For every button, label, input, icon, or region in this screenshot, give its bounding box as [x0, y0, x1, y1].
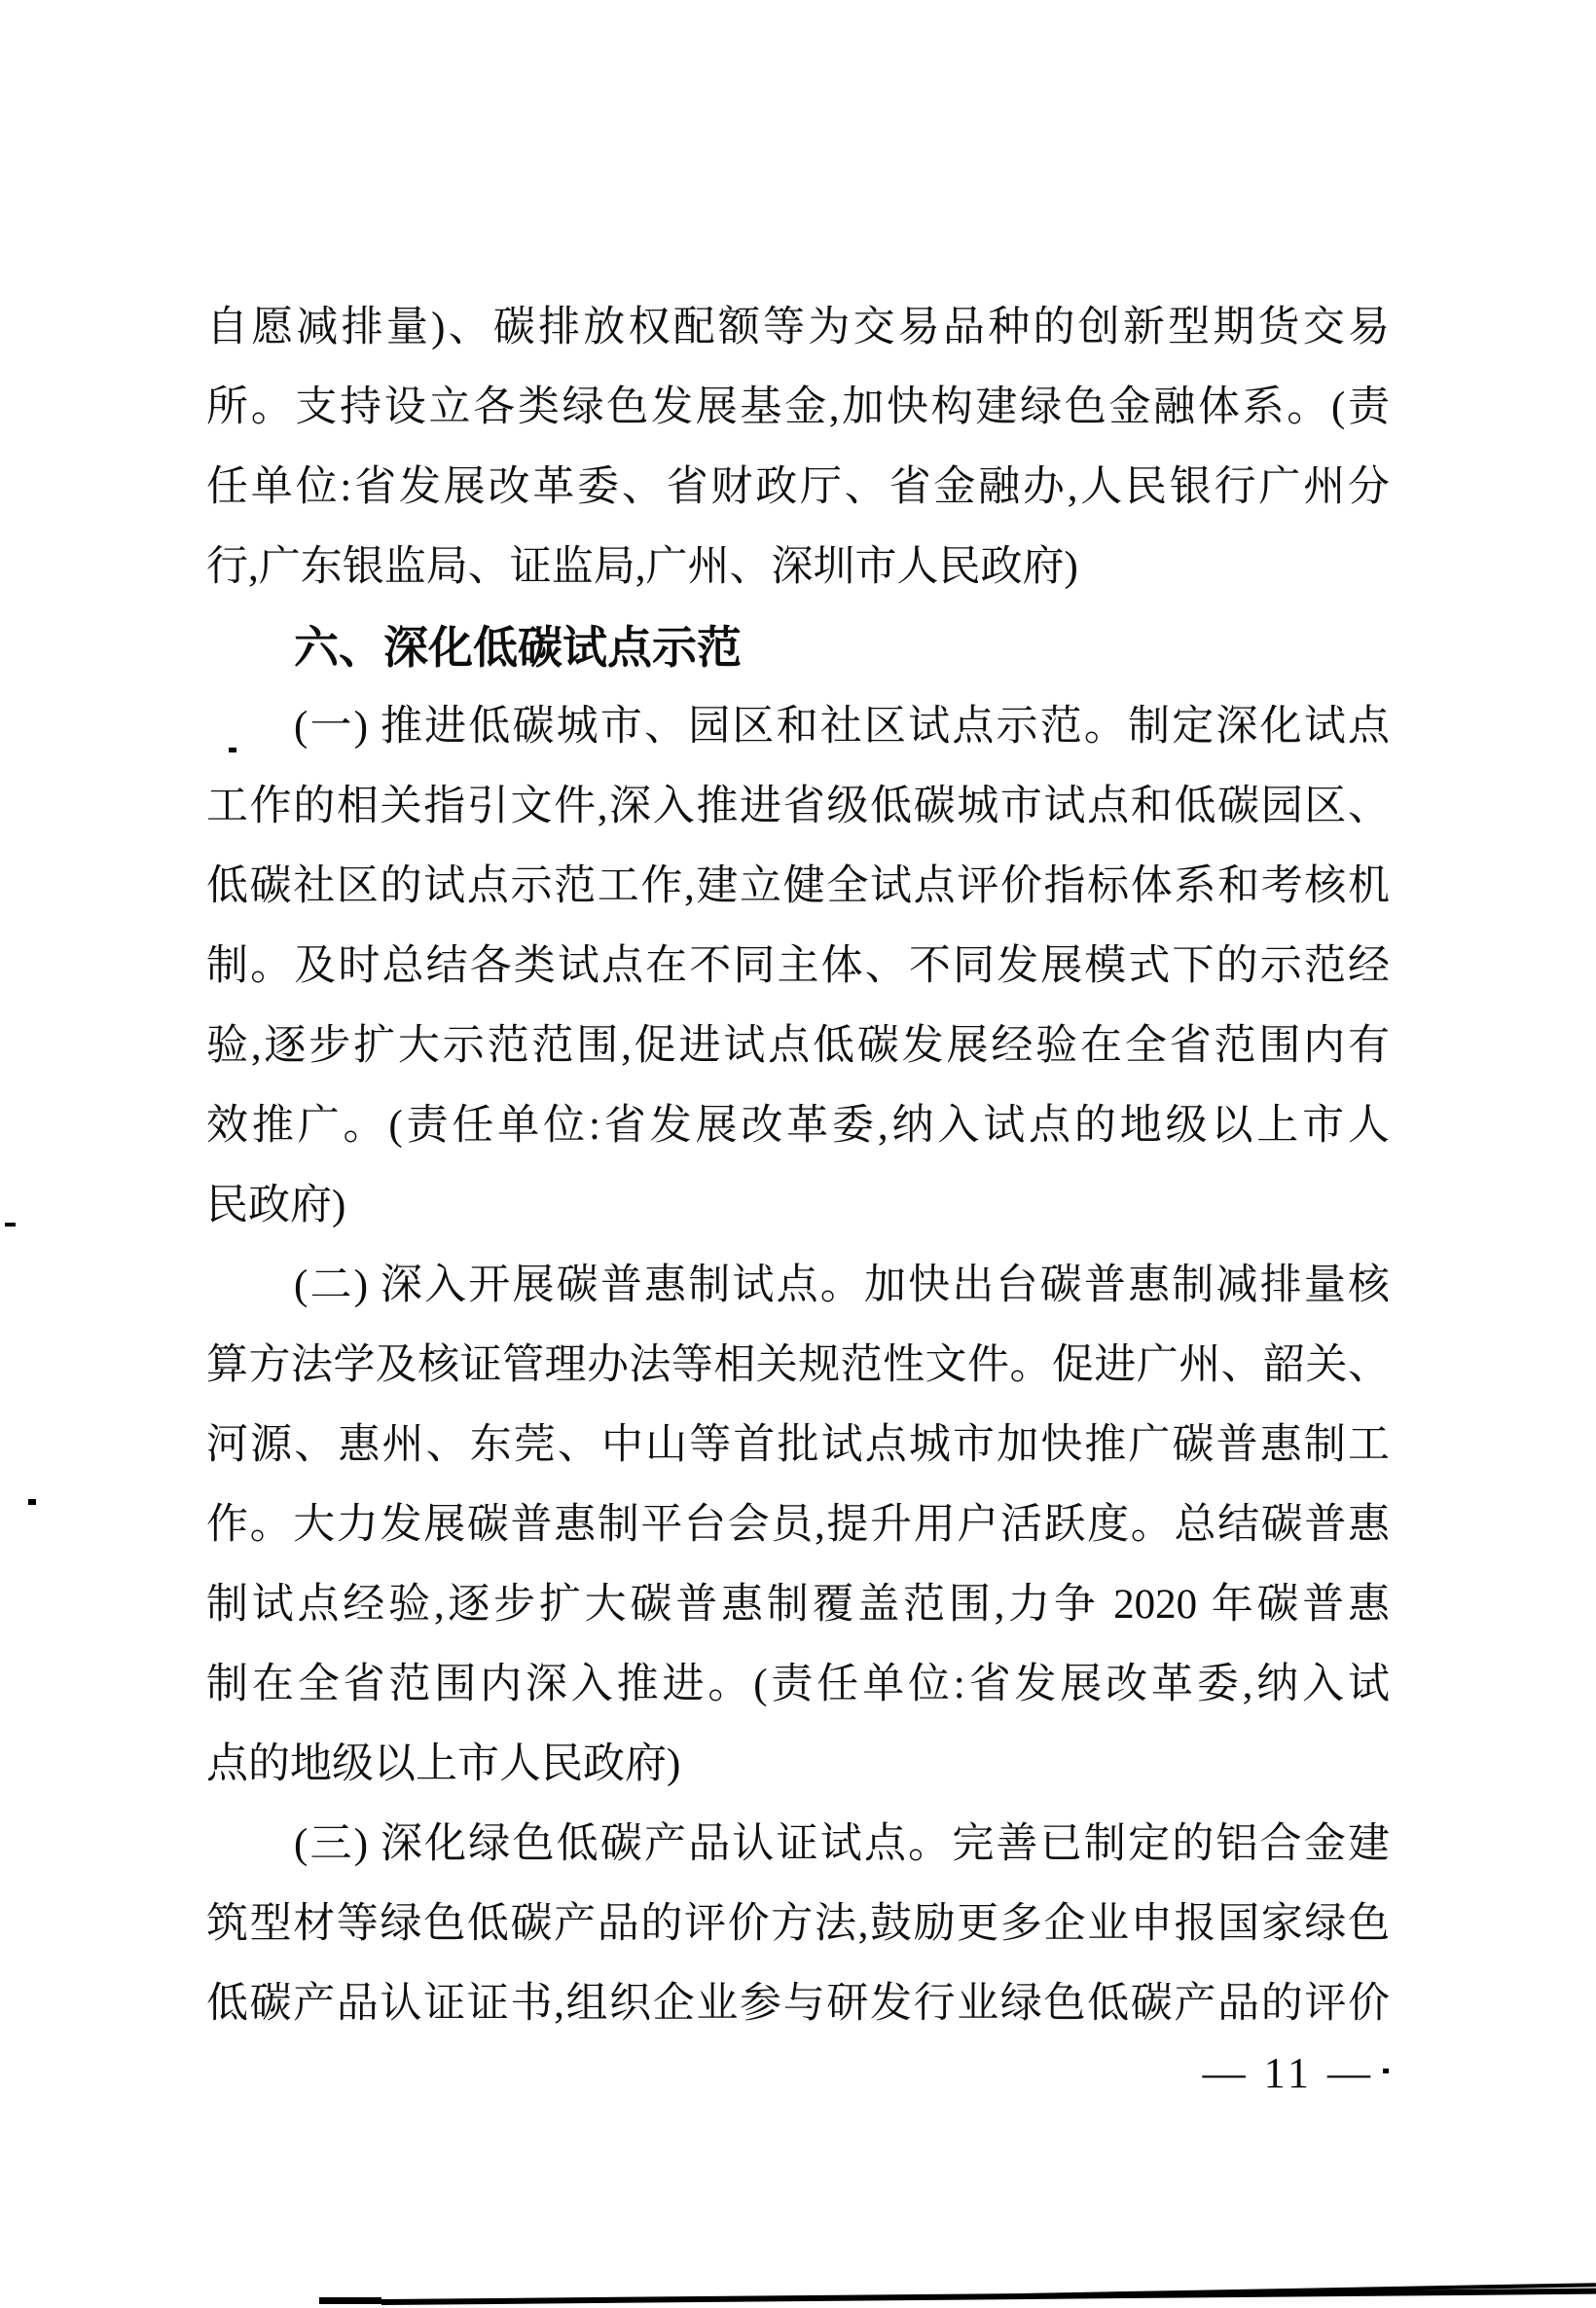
scan-speck: [5, 1223, 16, 1227]
text-line: 工作的相关指引文件,深入推进省级低碳城市试点和低碳园区、: [206, 784, 1390, 829]
scan-artifact-dash: [319, 2297, 381, 2304]
text-line: 筑型材等绿色低碳产品的评价方法,鼓励更多企业申报国家绿色: [206, 1901, 1390, 1947]
section-heading: 六、深化低碳试点示范: [294, 622, 742, 673]
page-number: — 11 —: [1202, 2049, 1374, 2097]
scan-speck: [28, 1499, 36, 1505]
scan-artifact-line: [381, 2289, 1596, 2305]
text-line: 验,逐步扩大示范范围,促进试点低碳发展经验在全省范围内有: [206, 1023, 1390, 1069]
text-line: 制在全省范围内深入推进。(责任单位:省发展改革委,纳入试: [206, 1662, 1390, 1707]
text-line: 所。支持设立各类绿色发展基金,加快构建绿色金融体系。(责: [206, 385, 1390, 430]
text-line: 低碳产品认证证书,组织企业参与研发行业绿色低碳产品的评价: [206, 1981, 1390, 2027]
text-line: 效推广。(责任单位:省发展改革委,纳入试点的地级以上市人: [206, 1103, 1390, 1149]
text-line: (二) 深入开展碳普惠制试点。加快出台碳普惠制减排量核: [294, 1263, 1390, 1308]
text-line: 制试点经验,逐步扩大碳普惠制覆盖范围,力争 2020 年碳普惠: [206, 1582, 1390, 1628]
text-line: 民政府): [206, 1183, 346, 1228]
scan-speck: [229, 748, 236, 752]
text-line: 算方法学及核证管理办法等相关规范性文件。促进广州、韶关、: [206, 1342, 1390, 1388]
text-line: 低碳社区的试点示范工作,建立健全试点评价指标体系和考核机: [206, 863, 1390, 909]
text-line: 行,广东银监局、证监局,广州、深圳市人民政府): [206, 544, 1078, 590]
text-line: (三) 深化绿色低碳产品认证试点。完善已制定的铝合金建: [294, 1821, 1390, 1867]
text-line: 制。及时总结各类试点在不同主体、不同发展模式下的示范经: [206, 943, 1390, 989]
document-body: [206, 288, 1390, 2044]
scan-speck: [1383, 2069, 1389, 2073]
text-line: 河源、惠州、东莞、中山等首批试点城市加快推广碳普惠制工: [206, 1422, 1390, 1468]
text-line: 点的地级以上市人民政府): [206, 1741, 681, 1787]
text-line: 自愿减排量)、碳排放权配额等为交易品种的创新型期货交易: [206, 305, 1390, 350]
text-line: (一) 推进低碳城市、园区和社区试点示范。制定深化试点: [294, 704, 1390, 750]
text-line: 任单位:省发展改革委、省财政厅、省金融办,人民银行广州分: [206, 464, 1390, 510]
text-line: 作。大力发展碳普惠制平台会员,提升用户活跃度。总结碳普惠: [206, 1502, 1390, 1548]
